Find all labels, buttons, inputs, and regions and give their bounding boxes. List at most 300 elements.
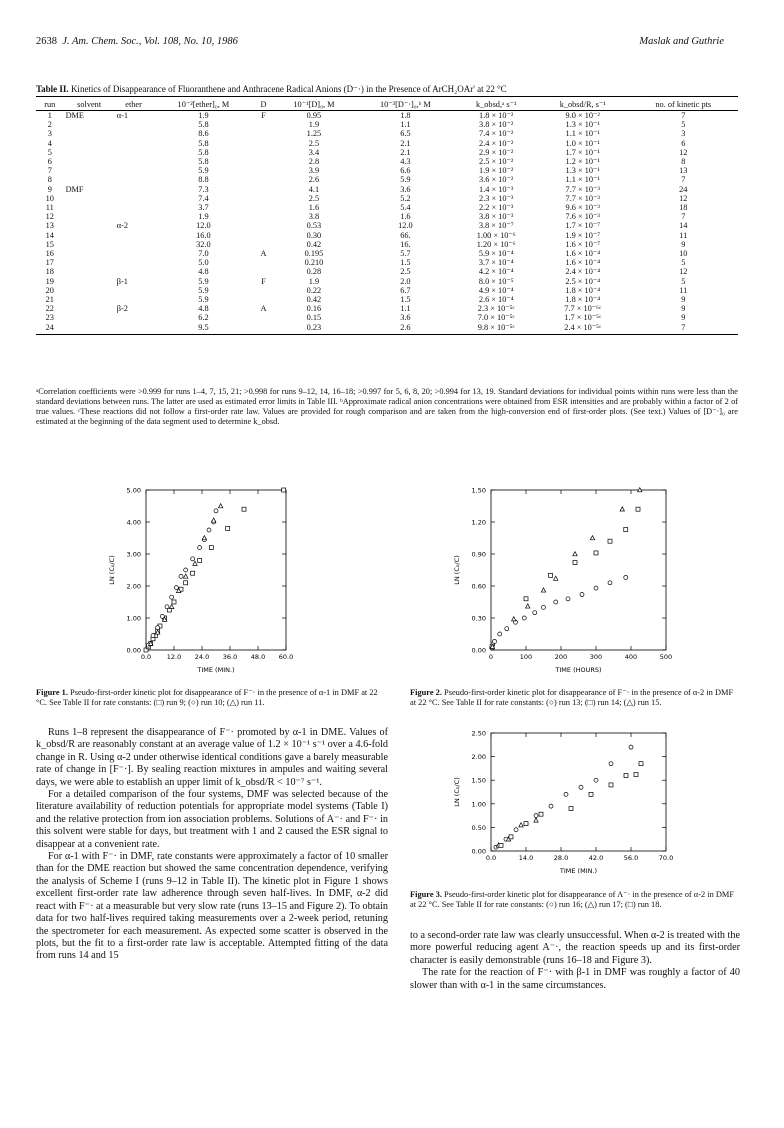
y-tick-label: 1.00 — [471, 800, 486, 809]
table-header-row — [36, 97, 738, 111]
table-cell: 7.7 × 10⁻³ — [565, 184, 600, 194]
data-point-circle — [564, 792, 568, 796]
table-cell: F — [261, 111, 266, 120]
data-point-circle — [498, 632, 502, 636]
figure-1-label: Figure 1. — [36, 688, 68, 697]
table-cell: 2.9 × 10⁻² — [479, 147, 514, 157]
table-row — [36, 194, 738, 203]
table-cell: 5.8 — [198, 147, 209, 157]
table-cell — [115, 212, 153, 221]
table-cell: 1.8 × 10⁻² — [479, 111, 514, 120]
paragraph: For α-1 with F⁻· in DMF, rate constants were approximately a factor of 10 smaller than for the DME reaction but showed the same concentration dependence, verifying the analysis of Scheme I (runs 9–12 in Table II). The kinetic plot in Figure 1 shows excellent first-order rate law adherence through seven half-lives. In DMF, α-2 did react with F⁻· at a measurable but very slow rate (runs 13–15 and Figure 2). To obtain data for two half-lives required taking measurements over a 2-week period, retuning the spectrometer for each measurement. As expected some scatter is observed in the plots, but the fit to a first-order rate law is acceptable. Attempted fitting of the data from runs 14 and 15 — [36, 851, 388, 962]
table-row — [36, 267, 738, 276]
data-point-circle — [184, 568, 188, 572]
table-row — [36, 221, 738, 230]
data-point-square — [524, 597, 528, 601]
data-point-triangle — [590, 536, 594, 540]
figure-1-text: Pseudo-first-order kinetic plot for disappearance of F⁻· in the presence of α-1 in DMF at 22 °C. See Table II for rate constants: (□) run 9; (○) run 10; (△) run 11. — [36, 688, 378, 707]
table-cell: 2.6 — [355, 323, 455, 335]
table-cell: 5 — [47, 147, 52, 157]
data-point-triangle — [202, 536, 206, 540]
table-cell: 5 — [681, 276, 686, 286]
data-point-triangle — [526, 604, 530, 608]
x-tick-label: 42.0 — [588, 854, 604, 862]
data-point-square — [589, 792, 593, 796]
figure-3-plot — [445, 725, 685, 885]
data-point-square — [509, 835, 513, 839]
figure-2-plot — [445, 480, 685, 685]
y-tick-label: 2.50 — [471, 729, 486, 738]
figure-1 — [100, 480, 300, 685]
table-cell: 1.1 — [400, 120, 411, 130]
table-cell — [254, 185, 272, 194]
table-cell: 11 — [45, 203, 54, 213]
table-cell: 0.28 — [306, 267, 322, 277]
x-tick-label: 70.0 — [658, 854, 674, 862]
figure-2 — [445, 480, 685, 685]
paragraph: to a second-order rate law was clearly unsuccessful. When α-2 is treated with the more powerful reducing agent A⁻·, the reaction speeds up and its first-order character is easily demonstrable (runs 16–18 and Figure 3). — [410, 930, 740, 966]
data-point-square — [226, 526, 230, 530]
table-cell: 2.6 × 10⁻⁴ — [478, 295, 514, 305]
data-point-square — [172, 600, 176, 604]
table-cell: 2.3 × 10⁻³ — [479, 193, 514, 203]
table-cell — [254, 313, 272, 322]
data-point-circle — [151, 634, 155, 638]
table-cell: F — [261, 276, 266, 286]
table-cell — [64, 203, 115, 212]
table-cell — [115, 148, 153, 157]
table-cell: 3.4 — [308, 147, 320, 157]
data-point-square — [524, 822, 528, 826]
y-tick-label: 0.00 — [471, 646, 486, 655]
table-cell: 7.7 × 10⁻³ — [565, 193, 600, 203]
table-cell — [254, 258, 272, 267]
table-cell: 1.6 — [308, 203, 320, 213]
table-cell: 7.7 × 10⁻⁶ᶜ — [564, 304, 602, 314]
column-header: ether — [115, 97, 153, 111]
table-cell: 5.0 — [198, 258, 209, 268]
table-cell — [115, 313, 153, 322]
table-cell: 4.8 — [198, 267, 209, 277]
table-cell: 7.0 — [198, 249, 209, 259]
table-cell: 8.6 — [198, 129, 209, 139]
table-cell: 7 — [629, 323, 738, 335]
table-cell — [64, 304, 115, 313]
table-cell: 22 — [45, 304, 54, 314]
table-cell: 5.9 — [400, 175, 411, 185]
table-cell: 1.20 × 10⁻⁶ — [476, 239, 516, 249]
table-cell — [115, 194, 153, 203]
table-row — [36, 249, 738, 258]
y-tick-label: 0.00 — [126, 646, 141, 655]
table-cell: 0.15 — [306, 313, 322, 323]
y-tick-label: 1.50 — [471, 776, 486, 785]
table-row — [36, 295, 738, 304]
table-cell — [254, 267, 272, 276]
authors: Maslak and Guthrie — [639, 36, 724, 47]
table-cell — [115, 166, 153, 175]
data-point-triangle — [512, 617, 516, 621]
table-cell: 3.6 — [400, 313, 411, 323]
table-cell — [64, 212, 115, 221]
table-cell: 7 — [681, 111, 686, 120]
data-point-circle — [493, 639, 497, 643]
table-row — [36, 313, 738, 322]
y-tick-label: 2.00 — [126, 582, 141, 591]
table-cell — [115, 267, 153, 276]
table-cell: 2.4 × 10⁻² — [479, 138, 514, 148]
table-row — [36, 258, 738, 267]
y-axis-label: LN (C₀/C) — [453, 555, 461, 585]
table-cell: 7.6 × 10⁻³ — [565, 212, 600, 222]
table-cell: 18 — [45, 267, 54, 277]
table-cell — [64, 120, 115, 129]
table-cell: 6 — [681, 138, 686, 148]
table-row — [36, 111, 738, 121]
column-header: run — [36, 97, 64, 111]
table-cell: 12.0 — [196, 221, 211, 231]
table-row — [36, 175, 738, 184]
x-tick-label: 400 — [624, 653, 638, 661]
data-point-triangle — [183, 574, 187, 578]
table-cell: 10 — [45, 193, 54, 203]
table-cell: 5.2 — [400, 193, 411, 203]
table-cell: 5.9 × 10⁻⁴ — [478, 249, 514, 259]
y-tick-label: 0.30 — [471, 614, 486, 623]
table-cell: 4.1 — [308, 184, 320, 194]
data-point-square — [634, 773, 638, 777]
table-cell — [64, 286, 115, 295]
y-tick-label: 1.50 — [471, 486, 486, 495]
data-point-circle — [156, 626, 160, 630]
table-row — [36, 166, 738, 175]
table-cell: 7.3 — [198, 184, 209, 194]
table-cell: 3.6 — [400, 184, 411, 194]
table-row — [36, 304, 738, 313]
table-cell — [254, 286, 272, 295]
table-cell: 2.5 — [400, 267, 411, 277]
table-cell: 2.8 — [308, 157, 320, 167]
x-tick-label: 24.0 — [194, 653, 210, 661]
data-point-square — [539, 812, 543, 816]
x-tick-label: 100 — [519, 653, 533, 661]
data-point-triangle — [541, 588, 545, 592]
table-cell — [115, 203, 153, 212]
y-tick-label: 4.00 — [126, 518, 141, 527]
table-cell: 4.3 — [400, 157, 411, 167]
table-cell: 18 — [679, 203, 688, 213]
table-cell: 11 — [679, 230, 688, 240]
table-row — [36, 120, 738, 129]
table-cell: 3.6 × 10⁻² — [479, 175, 514, 185]
data-point-square — [609, 783, 613, 787]
table-cell: 11 — [679, 285, 688, 295]
table-cell — [64, 267, 115, 276]
table-title: Kinetics of Disappearance of Fluoranthene and Anthracene Radical Anions (D⁻·) in the Presence of ArCH₂OAr' at 22 °C — [70, 84, 507, 94]
table-cell: β-1 — [116, 276, 128, 286]
data-point-square — [198, 558, 202, 562]
table-cell: 1.9 — [308, 276, 320, 286]
table-cell — [64, 231, 115, 240]
table-cell: 7 — [681, 175, 686, 185]
x-tick-label: 28.0 — [553, 854, 569, 862]
x-tick-label: 500 — [659, 653, 673, 661]
table-cell: 3 — [47, 129, 52, 139]
table-cell: 4.9 × 10⁻⁴ — [478, 285, 514, 295]
table-cell: 5.8 — [198, 138, 209, 148]
data-point-circle — [207, 528, 211, 532]
table-row — [36, 277, 738, 286]
table-cell: 0.210 — [304, 258, 324, 268]
data-point-circle — [198, 546, 202, 550]
table-cell: 1.8 × 10⁻⁴ — [565, 295, 601, 305]
data-point-circle — [624, 575, 628, 579]
x-tick-label: 200 — [554, 653, 568, 661]
table-row — [36, 240, 738, 249]
table-cell: 2.5 — [308, 138, 320, 148]
column-header: k_obsd/R, s⁻¹ — [537, 97, 629, 111]
x-tick-label: 0 — [488, 653, 494, 661]
x-tick-label: 12.0 — [166, 653, 182, 661]
data-point-square — [209, 546, 213, 550]
table-cell: A — [260, 249, 267, 259]
data-point-triangle — [218, 504, 222, 508]
table-cell: 2.1 — [400, 138, 411, 148]
table-cell: 0.42 — [306, 295, 322, 305]
table-label: Table II. — [36, 84, 69, 94]
table-cell: 4 — [47, 138, 52, 148]
data-point-circle — [579, 785, 583, 789]
data-point-circle — [608, 581, 612, 585]
table-row — [36, 286, 738, 295]
table-cell — [64, 313, 115, 322]
data-point-square — [242, 507, 246, 511]
data-point-circle — [179, 574, 183, 578]
data-point-triangle — [211, 518, 215, 522]
x-tick-label: 0.0 — [140, 653, 152, 661]
table-cell: 16. — [400, 239, 411, 249]
table-cell: 3.8 × 10⁻³ — [479, 212, 514, 222]
table-cell: 9 — [47, 184, 52, 194]
table-cell — [254, 157, 272, 166]
table-cell: 6.6 — [400, 166, 411, 176]
table-cell: 13 — [45, 221, 54, 231]
table-cell — [64, 277, 115, 286]
table-cell — [64, 148, 115, 157]
x-tick-label: 56.0 — [623, 854, 639, 862]
data-point-square — [184, 581, 188, 585]
table-cell: 1.8 × 10⁻⁴ — [565, 285, 601, 295]
column-header: 10⁻³[D⁻·]₀,ᵇ M — [355, 97, 455, 111]
data-point-square — [594, 551, 598, 555]
table-cell: 3.8 × 10⁻⁷ — [478, 221, 514, 231]
y-tick-label: 1.20 — [471, 518, 486, 527]
table-cell: 5.4 — [400, 203, 411, 213]
table-footnotes: ᵃCorrelation coefficients were >0.999 for runs 1–4, 7, 15, 21; >0.998 for runs 9–12, 14, 16–18; >0.997 for 5, 6, 8, 20; >0.994 for 13, 19. Standard deviations for individual points within runs were less than the standard deviations between runs. The latter are used as estimated error limits in Table III. ᵇApproximate radical anion concentrations were obtained from ESR intensities and are probably within a factor of 2 of true values. ᶜThese reactions did not follow a first-order rate law. Values are provided for rough comparison and are taken from the high-conversion end of first-order plots. (See text.) Values of [D⁻·]₀ are estimated at the beginning of the data segment used to determine k_obsd. — [36, 387, 738, 426]
table-cell: 3.7 × 10⁻⁴ — [478, 258, 514, 268]
x-tick-label: 300 — [589, 653, 603, 661]
table-cell: 1.9 × 10⁻² — [479, 166, 514, 176]
figure-3-text: Pseudo-first-order kinetic plot for disappearance of A⁻· in the presence of α-2 in DMF at 22 °C. See Table II for rate constants: (○) run 16; (△) run 17; (□) run 18. — [410, 890, 735, 909]
data-point-square — [573, 561, 577, 565]
table-cell: 1.4 × 10⁻³ — [479, 184, 514, 194]
table-cell: 1.6 × 10⁻⁴ — [565, 249, 601, 259]
table-cell: 23 — [45, 313, 54, 323]
table-cell: 9.6 × 10⁻³ — [565, 203, 600, 213]
table-cell: 1.25 — [306, 129, 322, 139]
table-cell: 9 — [681, 295, 686, 305]
table-cell: 2 — [47, 120, 52, 130]
table-cell: 0.95 — [306, 111, 322, 120]
table-cell: 19 — [45, 276, 54, 286]
data-point-circle — [214, 509, 218, 513]
table-cell: 3.8 × 10⁻² — [479, 120, 514, 130]
table-cell: α-2 — [116, 221, 129, 231]
table-cell: 0.16 — [306, 304, 322, 314]
y-tick-label: 2.00 — [471, 753, 486, 762]
table-cell: 0.23 — [273, 323, 356, 335]
figure-1-caption — [36, 688, 388, 708]
table-cell: 6.2 — [198, 313, 209, 323]
paragraph: The rate for the reaction of F⁻· with β-1 in DMF was roughly a factor of 40 slower than with α-1 in the same circumstances. — [410, 967, 740, 991]
table-cell: 17 — [45, 258, 54, 268]
table-cell — [64, 323, 115, 335]
paragraph: For a detailed comparison of the four systems, DMF was selected because of the literature availability of reduction potentials for appropriate model systems (Table I) and the relative protection from ion association problems. Solutions of A⁻· and F⁻· in this solvent were stable for days, but treatment with 1 and 2 caused the ESR signal to disappear at a convenient rate. — [36, 789, 388, 850]
table-cell: 15 — [45, 239, 54, 249]
table-cell: 12 — [679, 267, 688, 277]
data-point-circle — [594, 586, 598, 590]
figure-2-text: Pseudo-first-order kinetic plot for disappearance of F⁻· in the presence of α-2 in DMF at 22 °C. See Table II for rate constants: (○) run 13; (□) run 14; (△) run 15. — [410, 688, 734, 707]
table-cell: 1.0 × 10⁻¹ — [565, 138, 600, 148]
table-cell: 3.8 — [308, 212, 320, 222]
table-cell: 14 — [45, 230, 54, 240]
table-cell: 1.6 × 10⁻⁷ — [565, 239, 601, 249]
table-cell: 16.0 — [196, 230, 211, 240]
data-point-circle — [609, 762, 613, 766]
column-header: k_obsd,ᵃ s⁻¹ — [456, 97, 537, 111]
data-point-circle — [566, 597, 570, 601]
table-cell: 24 — [679, 184, 688, 194]
table-cell — [115, 120, 153, 129]
table-cell — [64, 166, 115, 175]
data-point-square — [549, 573, 553, 577]
column-header: D — [254, 97, 272, 111]
table-cell — [254, 295, 272, 304]
data-point-circle — [554, 600, 558, 604]
table-cell — [115, 286, 153, 295]
table-row — [36, 323, 738, 335]
column-header: no. of kinetic pts — [629, 97, 738, 111]
table-cell — [115, 249, 153, 258]
table-cell: 9.8 × 10⁻⁵ᶜ — [456, 323, 537, 335]
data-point-triangle — [193, 561, 197, 565]
table-caption — [36, 84, 736, 95]
table-cell — [115, 129, 153, 138]
table-cell: 1.9 × 10⁻⁷ — [565, 230, 601, 240]
table-cell: DME — [65, 111, 84, 120]
table-cell: 9 — [681, 313, 686, 323]
data-point-square — [636, 507, 640, 511]
table-cell: 7 — [47, 166, 52, 176]
table-cell: 7.4 — [198, 193, 209, 203]
table-cell: 5.9 — [198, 276, 209, 286]
y-tick-label: 5.00 — [126, 486, 141, 495]
table-cell: 1.3 × 10⁻¹ — [565, 120, 600, 130]
table-cell — [64, 221, 115, 230]
table-cell: 1.9 — [308, 120, 320, 130]
figure-3 — [445, 725, 685, 885]
table-cell: 5.9 — [198, 295, 209, 305]
table-cell: 9.5 — [152, 323, 254, 335]
table-cell: 5.7 — [400, 249, 411, 259]
table-cell — [64, 240, 115, 249]
y-axis-label: LN (C₀/C) — [108, 555, 116, 585]
data-point-square — [282, 488, 286, 492]
table-cell: 1.00 × 10⁻⁶ — [476, 230, 516, 240]
data-point-circle — [514, 828, 518, 832]
table-cell — [254, 148, 272, 157]
table-cell: 8.8 — [198, 175, 209, 185]
table-cell: 24 — [36, 323, 64, 335]
table-cell: 7 — [681, 212, 686, 222]
table-cell: 1.6 × 10⁻⁴ — [565, 258, 601, 268]
plot-frame — [491, 490, 666, 650]
data-point-square — [639, 762, 643, 766]
table-cell: 2.5 — [308, 193, 320, 203]
data-point-circle — [522, 616, 526, 620]
data-point-circle — [160, 614, 164, 618]
data-point-circle — [191, 557, 195, 561]
y-tick-label: 0.50 — [471, 823, 486, 832]
table-cell: 20 — [45, 285, 54, 295]
table-cell: 2.2 × 10⁻³ — [479, 203, 514, 213]
column-header: 10⁻²[ether]₀, M — [152, 97, 254, 111]
table-cell — [115, 139, 153, 148]
x-tick-label: 60.0 — [278, 653, 294, 661]
table-cell: 8 — [47, 175, 52, 185]
table-cell: 3.9 — [308, 166, 320, 176]
data-point-square — [608, 539, 612, 543]
data-point-circle — [533, 611, 537, 615]
table-cell — [115, 231, 153, 240]
figure-3-caption — [410, 890, 740, 910]
table-cell: 1.7 × 10⁻⁷ — [565, 221, 601, 231]
table-cell — [115, 258, 153, 267]
table-cell — [254, 120, 272, 129]
table-cell: 2.4 × 10⁻⁴ — [565, 267, 601, 277]
table-cell: 1.5 — [400, 295, 411, 305]
table-cell — [64, 129, 115, 138]
y-tick-label: 1.00 — [126, 614, 141, 623]
column-header: solvent — [64, 97, 115, 111]
table-cell: 5.8 — [198, 120, 209, 130]
table-cell: 1.8 — [400, 111, 411, 120]
table-cell — [254, 231, 272, 240]
table-row — [36, 185, 738, 194]
data-point-triangle — [534, 818, 538, 822]
data-point-circle — [170, 595, 174, 599]
table-row — [36, 129, 738, 138]
x-tick-label: 36.0 — [222, 653, 238, 661]
kinetics-table — [36, 96, 738, 335]
y-tick-label: 3.00 — [126, 550, 141, 559]
table-cell: DMF — [65, 184, 84, 194]
x-tick-label: 14.0 — [518, 854, 534, 862]
table-cell — [64, 194, 115, 203]
table-cell: 13 — [679, 166, 688, 176]
table-cell: 2.6 — [308, 175, 320, 185]
table-cell — [64, 258, 115, 267]
